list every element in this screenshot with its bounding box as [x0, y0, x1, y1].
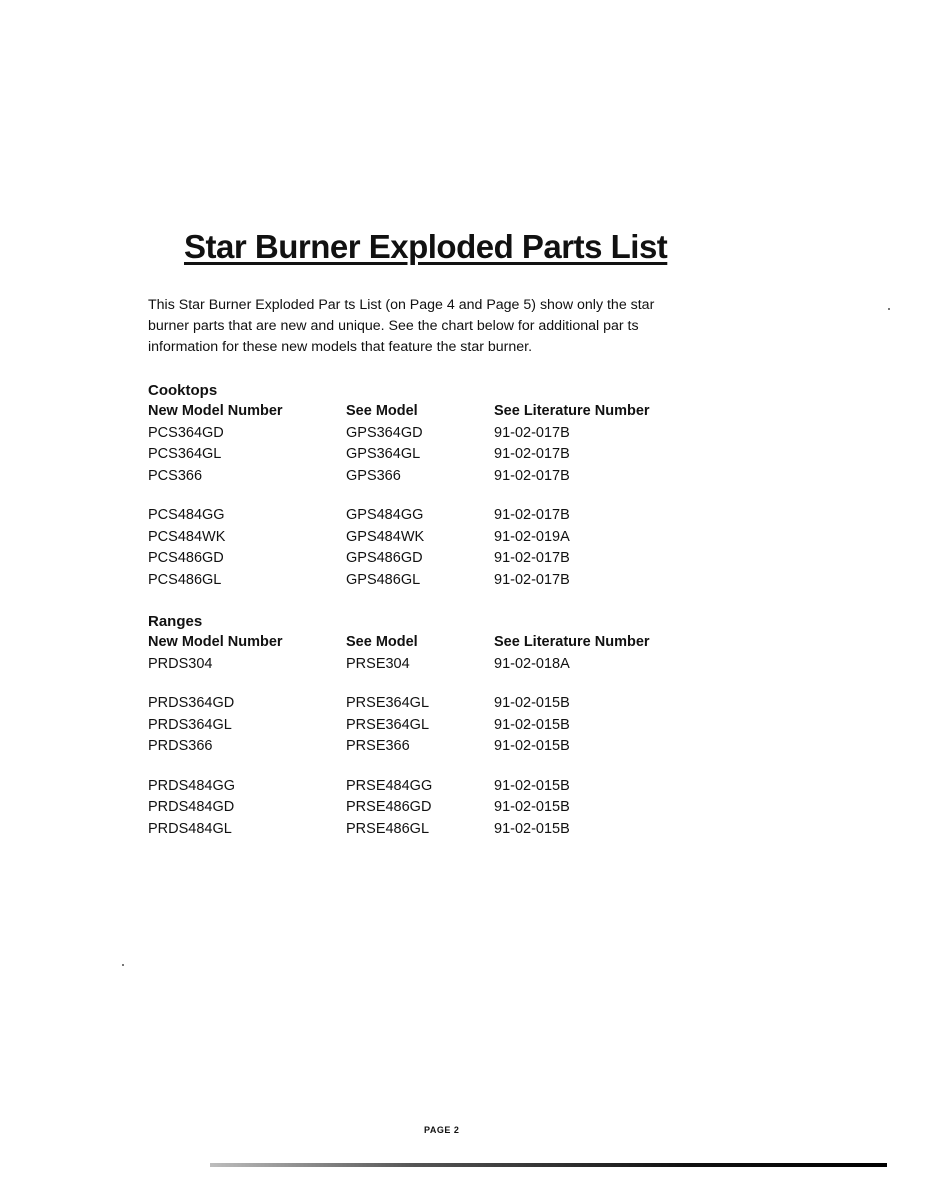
see-model-cell: GPS486GL	[346, 571, 421, 588]
intro-paragraph	[148, 295, 748, 358]
literature-cell: 91-02-015B	[494, 777, 570, 794]
literature-cell: 91-02-019A	[494, 528, 570, 545]
see-model-cell: PRSE304	[346, 655, 410, 672]
scan-speck	[122, 964, 124, 966]
page-number: PAGE 2	[424, 1125, 460, 1135]
new-model-cell: PRDS484GL	[148, 820, 232, 837]
literature-cell: 91-02-015B	[494, 716, 570, 733]
see-model-cell: GPS484GG	[346, 507, 424, 523]
table-row	[148, 423, 768, 445]
new-model-cell: PRDS366	[148, 738, 213, 754]
see-model-cell: PRSE364GL	[346, 695, 430, 711]
literature-cell: 91-02-018A	[494, 655, 570, 672]
literature-cell: 91-02-017B	[494, 467, 570, 484]
table-row	[148, 736, 768, 758]
literature-cell: 91-02-017B	[494, 424, 570, 441]
column-header-new-model: New Model Number	[148, 403, 283, 419]
intro-line: This Star Burner Exploded Par ts List (on Page 4 and Page 5) show only the star	[148, 297, 655, 313]
column-header-see-model: See Model	[346, 634, 418, 650]
new-model-cell: PRDS364GD	[148, 695, 235, 711]
see-model-cell: PRSE484GG	[346, 777, 433, 794]
column-header-literature: See Literature Number	[494, 634, 650, 650]
literature-cell: 91-02-017B	[494, 550, 570, 566]
new-model-cell: PRDS304	[148, 655, 213, 672]
new-model-cell: PCS486GL	[148, 571, 222, 588]
table-row	[148, 570, 768, 592]
new-model-cell: PRDS484GD	[148, 799, 235, 815]
table-row	[148, 444, 768, 466]
table-row	[148, 527, 768, 549]
column-header-new-model: New Model Number	[148, 634, 283, 650]
see-model-cell: GPS366	[346, 467, 401, 484]
intro-line: burner parts that are new and unique. See the chart below for additional par ts	[148, 318, 639, 334]
new-model-cell: PCS484GG	[148, 507, 225, 523]
literature-cell: 91-02-015B	[494, 820, 570, 837]
ranges-heading: Ranges	[148, 613, 203, 630]
cooktops-header-row	[148, 401, 768, 423]
see-model-cell: PRSE486GD	[346, 799, 432, 815]
new-model-cell: PCS484WK	[148, 528, 226, 545]
see-model-cell: GPS486GD	[346, 550, 423, 566]
new-model-cell: PCS366	[148, 467, 203, 484]
footer-rule	[210, 1163, 887, 1167]
table-row	[148, 548, 768, 570]
ranges-header-row	[148, 632, 768, 654]
new-model-cell: PCS364GD	[148, 424, 224, 441]
new-model-cell: PRDS484GG	[148, 777, 236, 794]
literature-cell: 91-02-015B	[494, 695, 570, 711]
see-model-cell: PRSE486GL	[346, 820, 430, 837]
scan-speck	[888, 308, 890, 310]
table-row	[148, 466, 768, 488]
literature-cell: 91-02-015B	[494, 799, 570, 815]
ranges-section	[148, 611, 768, 840]
table-row	[148, 715, 768, 737]
literature-cell: 91-02-017B	[494, 507, 570, 523]
literature-cell: 91-02-017B	[494, 446, 570, 462]
intro-line: information for these new models that feature the star burner.	[148, 339, 533, 355]
see-model-cell: GPS364GD	[346, 424, 423, 441]
new-model-cell: PCS486GD	[148, 550, 224, 566]
see-model-cell: PRSE364GL	[346, 716, 430, 733]
see-model-cell: PRSE366	[346, 738, 410, 754]
see-model-cell: GPS364GL	[346, 446, 421, 462]
table-row	[148, 654, 768, 676]
column-header-see-model: See Model	[346, 403, 418, 419]
literature-cell: 91-02-017B	[494, 571, 570, 588]
table-row	[148, 776, 768, 798]
table-row	[148, 505, 768, 527]
cooktops-section	[148, 380, 768, 591]
new-model-cell: PCS364GL	[148, 446, 222, 462]
column-header-literature: See Literature Number	[494, 403, 650, 419]
cooktops-heading: Cooktops	[148, 382, 218, 399]
table-row	[148, 819, 768, 841]
table-row	[148, 693, 768, 715]
page-title: Star Burner Exploded Parts List	[184, 228, 668, 265]
table-row	[148, 797, 768, 819]
literature-cell: 91-02-015B	[494, 738, 570, 754]
new-model-cell: PRDS364GL	[148, 716, 232, 733]
see-model-cell: GPS484WK	[346, 528, 425, 545]
